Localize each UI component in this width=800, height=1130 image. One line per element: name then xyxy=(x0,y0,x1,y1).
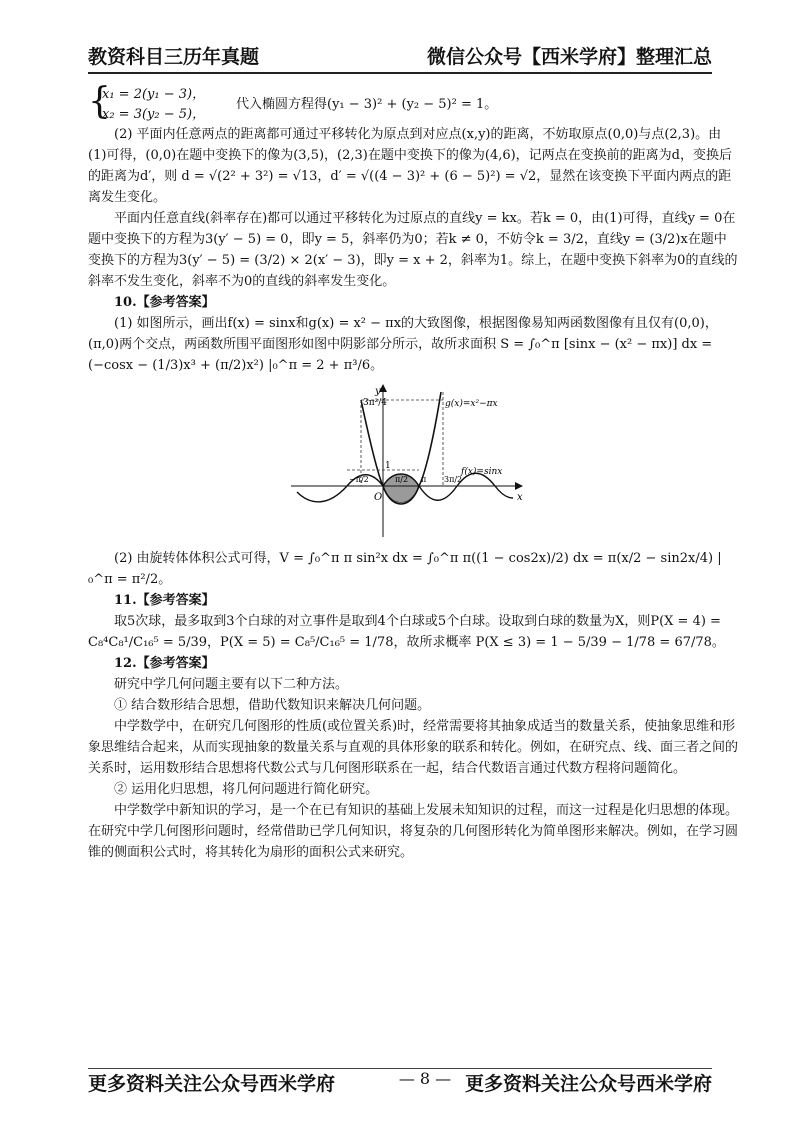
y-axis-label: y xyxy=(375,386,381,397)
q11-heading: 11.【参考答案】 xyxy=(114,593,215,608)
q12-method2-body: 中学数学中新知识的学习，是一个在已有知识的基础上发展未知知识的过程，而这一过程是化归思想的体现。在研究中学几何图形问题时，经常借助已学几何知识，将复杂的几何图形转化为简单图形来解决。例如，在学习圆锥的侧面积公式时，将其转化为扇形的面积公式来研究。 xyxy=(88,803,739,860)
x-tick-pi-label: π xyxy=(421,475,427,484)
system-line-1: x₁ = 2(y₁ − 3)， xyxy=(102,87,206,102)
x-tick-pos-label: π/2 xyxy=(395,475,409,484)
q12-method1-body: 中学数学中，在研究几何图形的性质(或位置关系)时，经常需要将其抽象成适当的数量关系，使抽象思维和形象思维结合起来，从而实现抽象的数量关系与直观的具体形象的联系和转化。例如，在研究点、线、面三者之间的关系时，运用数形结合思想将代数公式与几何图形联系在一起，结合代数语言通过代数方程将问题简化。 xyxy=(88,719,739,776)
page-content xyxy=(88,81,739,863)
x-tick-neg-label: −π/2 xyxy=(349,475,369,484)
y-tick-one-label: 1 xyxy=(385,461,391,471)
q10-part2-paragraph: (2) 由旋转体体积公式可得，V = ∫₀^π π sin²x dx = ∫₀^π π((1 − cos2x)/2) dx = π(x/2 − sin2x/4) |₀^π = π²/2。 xyxy=(88,551,722,587)
origin-label: O xyxy=(374,492,383,503)
x-axis-arrow xyxy=(515,482,523,490)
header-right-title: 微信公众号【西米学府】整理汇总 xyxy=(426,46,712,68)
system-result: 代入椭圆方程得(y₁ − 3)² + (y₂ − 5)² = 1。 xyxy=(236,97,498,112)
page-footer xyxy=(88,1068,712,1099)
q9-part2-paragraph: (2) 平面内任意两点的距离都可通过平移转化为原点到对应点(x,y)的距离，不妨取原点(0,0)与点(2,3)。由(1)可得，(0,0)在题中变换下的像为(3,5)，(2,3)在题中变换下的像为(4,6)，记两点在变换前的距离为d，变换后的距离为d′，则 d = √(2² + 3²) = √13，d′ = √((4 − 3)² + (6 − 5)²) = √2，显然在该变换下平面内两点的距离发生变化。 xyxy=(88,127,733,205)
brace-glyph: { xyxy=(88,81,111,122)
q11-paragraph: 取5次球，最多取到3个白球的对立事件是取到4个白球或5个白球。设取到白球的数量为X，则P(X = 4) = C₈⁴C₈¹/C₁₆⁵ = 5/39，P(X = 5) = C₈⁵/C₁₆⁵ = 1/78，故所求概率 P(X ≤ 3) = 1 − 5/39 − 1/78 = 67/78。 xyxy=(88,614,725,650)
q12-method1-title: ① 结合数形结合思想，借助代数知识来解决几何问题。 xyxy=(114,698,431,713)
f-curve-label: f(x)=sinx xyxy=(461,467,503,477)
q12-heading: 12.【参考答案】 xyxy=(114,656,215,671)
q9-part2-slope-paragraph: 平面内任意直线(斜率存在)都可以通过平移转化为过原点的直线y = kx。若k = 0，由(1)可得，直线y = 0在题中变换下的方程为3(y′ − 5) = 0，即y = 5，斜率仍为0；若k ≠ 0，不妨令k = 3/2，直线y = (3/2)x在题中变换下的方程为3(y′ − 5) = (3/2) × 2(x′ − 3)，即y = x + 2，斜率为1。综上，在题中变换下斜率为0的直线的斜率不发生变化，斜率不为0的直线的斜率发生变化。 xyxy=(88,211,738,289)
y-tick-top-label: 3π²/4 xyxy=(363,398,388,408)
page-number: — 8 — xyxy=(398,1069,452,1088)
page-header xyxy=(88,38,712,74)
footer-left-text: 更多资料关注公众号西米学府 xyxy=(88,1073,336,1095)
q10-part1-paragraph: (1) 如图所示，画出f(x) = sinx和g(x) = x² − πx的大致图像，根据图像易知两函数图像有且仅有(0,0)，(π,0)两个交点，两函数所围平面图形如图中阴影部分所示，故所求面积 S = ∫₀^π [sinx − (x² − πx)] dx = (−cosx − (1/3)x³ + (π/2)x²) |₀^π = 2 + π³/6。 xyxy=(88,316,718,373)
system-line-2: x₂ = 3(y₂ − 5)， xyxy=(102,107,206,122)
x-axis-label: x xyxy=(517,492,523,503)
header-left-title: 教资科目三历年真题 xyxy=(88,46,260,68)
g-curve-label: g(x)=x²−πx xyxy=(445,399,498,409)
function-graph xyxy=(283,382,543,542)
equation-system xyxy=(88,81,738,124)
x-tick-3pi2-label: 3π/2 xyxy=(444,475,463,484)
footer-right-text: 更多资料关注公众号西米学府 xyxy=(464,1073,712,1095)
q10-heading: 10.【参考答案】 xyxy=(114,295,215,310)
q12-method2-title: ② 运用化归思想，将几何问题进行简化研究。 xyxy=(114,782,379,797)
q12-intro: 研究中学几何问题主要有以下二种方法。 xyxy=(114,677,349,692)
